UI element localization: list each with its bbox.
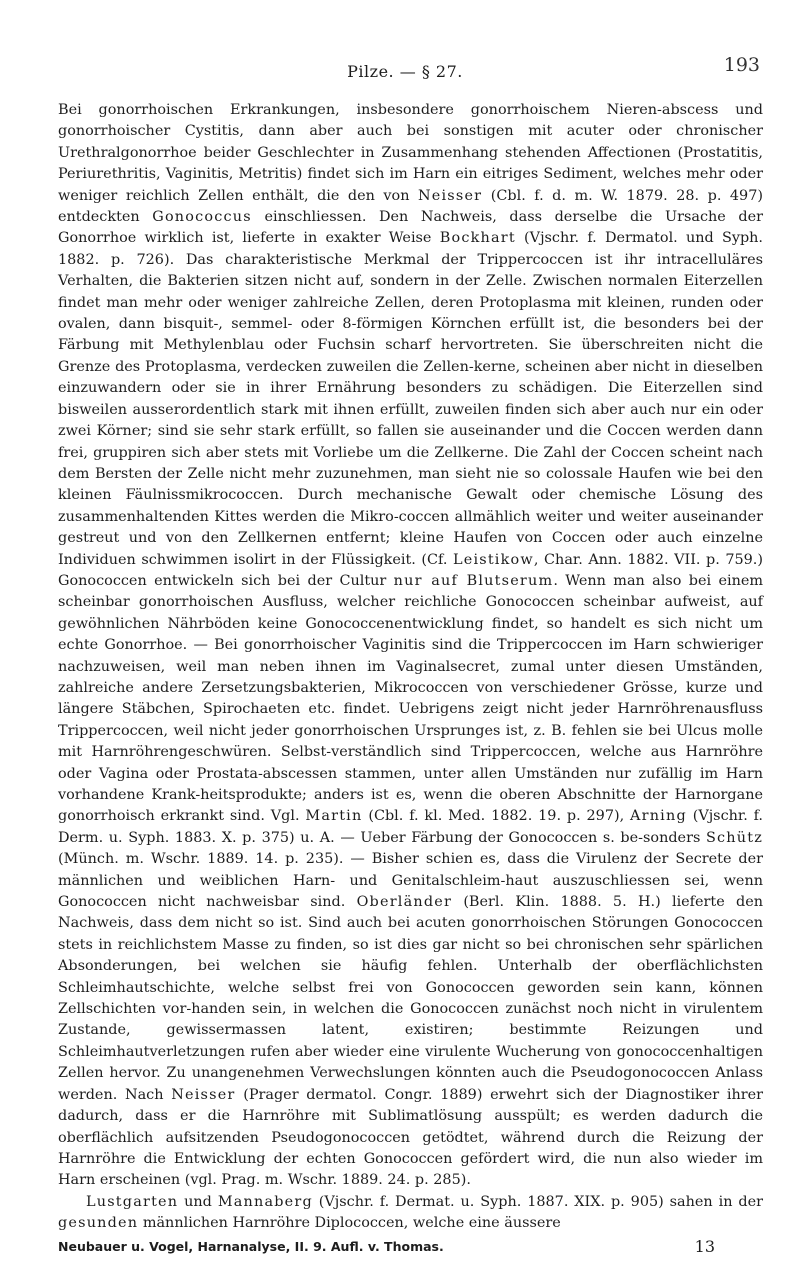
text-run: (Cbl. f. d. m. W. 1879. 28. p. 497) entdeckten (58, 187, 763, 226)
page-footer (58, 1239, 763, 1259)
text-run: , Char. Ann. 1882. VII. p. 759.) Gonococcen entwickeln sich bei der Cultur (58, 551, 764, 589)
running-title: Pilze. — § 27. (347, 62, 463, 81)
author-name: Martin (305, 808, 363, 825)
author-name: Neisser (171, 1086, 236, 1103)
paragraph-diplococcen (58, 1192, 763, 1235)
author-name: Neisser (417, 187, 483, 204)
page-number: 193 (723, 54, 760, 76)
text-run: . Wenn man also bei einem scheinbar gonorrhoischen Ausfluss, welcher reichliche Gonococcen scheinbar aufweist, auf gewöhnlichen Nährböden keine Gonococcenentwicklung findet, so handelt es sich nicht um echte Gonorrhoe. — Bei gonorrhoischer Vaginitis sind die Trippercoccen im Harn schwieriger nachzuweisen, weil man neben ihnen im Vaginalsecret, zumal unter diesen Umständen, zahlreiche andere Zersetzungsbakterien, Mikrococcen von verschiedener Grösse, kurze und längere Stäbchen, Spirochaeten etc. findet. Uebrigens zeigt nicht jeder Harnröhrenausfluss Trippercoccen, weil nicht jeder gonorrhoischen Ursprunges ist, z. B. fehlen sie bei Ulcus molle mit Harnröhrengeschwüren. Selbst-verständlich sind Trippercoccen, welche aus Harnröhre oder Vagina oder Prostata-abscessen stammen, unter allen Umständen nur zufällig im Harn vorhandene Krank-heitsprodukte; anders ist es, wenn die oberen Abschnitte der Harnorgane gonorrhoisch erkrankt sind. Vgl. (58, 572, 763, 825)
text-run: (Prager dermatol. Congr. 1889) erwehrt sich der Diagnostiker ihrer dadurch, dass er die Harnröhre mit Sublimatlösung ausspült; es werden dadurch die oberflächlich aufsitzenden Pseudogonococcen getödtet, während durch die Reizung der Harnröhre die Entwicklung der echten Gonococcen gefördert wird, die nun also wieder im Harn erscheinen (vgl. Prag. m. Wschr. 1889. 24. p. 285). (58, 1086, 763, 1189)
author-name: Lustgarten (86, 1193, 179, 1210)
author-name: Schütz (705, 829, 763, 846)
author-name: Bockhart (439, 230, 516, 247)
text-run: (Vjschr. f. Derm. u. Syph. 1883. X. p. 375) u. A. — Ueber Färbung der Gonococcen s. be-sonders (58, 808, 764, 846)
text-run: (Vjschr. f. Dermatol. und Syph. 1882. p. 726). Das charakteristische Merkmal der Trippercoccen ist ihr intracelluläres Verhalten, die Bakterien sitzen nicht auf, sondern in der Zelle. Zwischen normalen Eiterzellen findet man mehr oder weniger zahlreiche Zellen, deren Protoplasma mit kleinen, runden oder ovalen, dann bisquit-, semmel- oder 8-förmigen Körnchen erfüllt ist, die besonders bei der Färbung mit Methylenblau oder Fuchsin scharf hervortreten. Sie überschreiten nicht die Grenze des Protoplasma, verdecken zuweilen die Zellen-kerne, scheinen aber nicht in dieselben einzuwandern oder sie in ihrer Ernährung besonders zu schädigen. Die Eiterzellen sind bisweilen ausserordentlich stark mit ihnen erfüllt, zuweilen finden sich aber auch nur ein oder zwei Körner; sind sie sehr stark erfüllt, so fallen sie auseinander und die Coccen werden dann frei, gruppiren sich aber stets mit Vorliebe um die Zellkerne. Die Zahl der Coccen scheint nach dem Bersten der Zelle nicht mehr zuzunehmen, man sieht nie so colossale Haufen wie bei den kleinen Fäulnissmikrococcen. Durch mechanische Gewalt oder chemische Lösung des zusammenhaltenden Kittes werden die Mikro-coccen allmählich weiter und weiter auseinander gestreut und von den Zellkernen entfernt; kleine Haufen von Coccen oder auch einzelne Individuen schwimmen isolirt in der Flüssigkeit. (Cf. (58, 230, 764, 568)
author-name: nur auf Blutserum (393, 572, 554, 589)
text-run: und (178, 1193, 218, 1210)
running-head (50, 54, 760, 86)
text-run: Bei gonorrhoischen Erkrankungen, insbesondere gonorrhoischem Nieren-abscess und gonorrhoischer Cystitis, dann aber auch bei sonstigen mit acuter oder chronischer Urethralgonorrhoe beider Geschlechter in Zusammenhang stehenden Affectionen (Prostatitis, Periurethritis, Vaginitis, Metritis) findet sich im Harn ein eitriges Sediment, welches mehr oder weniger reichlich Zellen enthält, die den von (58, 102, 763, 204)
author-name: Arning (630, 808, 687, 825)
author-name: Oberländer (356, 894, 453, 911)
paragraph-gonococcus (58, 100, 763, 1192)
author-name: Gonococcus (152, 209, 252, 226)
sheet-signature: 13 (694, 1237, 715, 1256)
author-name: gesunden (58, 1215, 139, 1232)
footer-source-line: Neubauer u. Vogel, Harnanalyse, II. 9. Aufl. v. Thomas. (58, 1239, 444, 1254)
text-run: (Cbl. f. kl. Med. 1882. 19. p. 297), (362, 808, 631, 825)
text-run: einschliessen. Den Nachweis, dass derselbe die Ursache der Gonorrhoe wirklich ist, lieferte in exakter Weise (58, 209, 763, 247)
text-run: männlichen Harnröhre Diplococcen, welche eine äussere (138, 1215, 561, 1232)
author-name: Mannaberg (217, 1193, 313, 1210)
author-name: Leistikow (452, 551, 534, 568)
text-run: (Münch. m. Wschr. 1889. 14. p. 235). — Bisher schien es, dass die Virulenz der Secrete der männlichen und weiblichen Harn- und Genitalschleim-haut auszuschliessen sei, wenn Gonococcen nicht nachweisbar sind. (58, 851, 763, 911)
body-text (58, 100, 763, 1235)
text-run: (Vjschr. f. Dermat. u. Syph. 1887. XIX. p. 905) sahen in der (312, 1193, 763, 1210)
text-run: (Berl. Klin. 1888. 5. H.) lieferte den Nachweis, dass dem nicht so ist. Sind auch bei acuten gonorrhoischen Störungen Gonococcen stets in reichlichstem Masse zu finden, so ist dies gar nicht so bei chronischen sehr spärlichen Absonderungen, bei welchen sie häufig fehlen. Unterhalb der oberflächlichsten Schleimhautschichte, welche selbst frei von Gonococcen geworden sein kann, können Zellschichten vor-handen sein, in welchen die Gonococcen zunächst noch nicht in virulentem Zustande, gewissermassen latent, existiren; bestimmte Reizungen und Schleimhautverletzungen rufen aber wieder eine virulente Wucherung von gonococcenhaltigen Zellen hervor. Zu unangenehmen Verwechslungen könnten auch die Pseudogonococcen Anlass werden. Nach (58, 894, 763, 1103)
